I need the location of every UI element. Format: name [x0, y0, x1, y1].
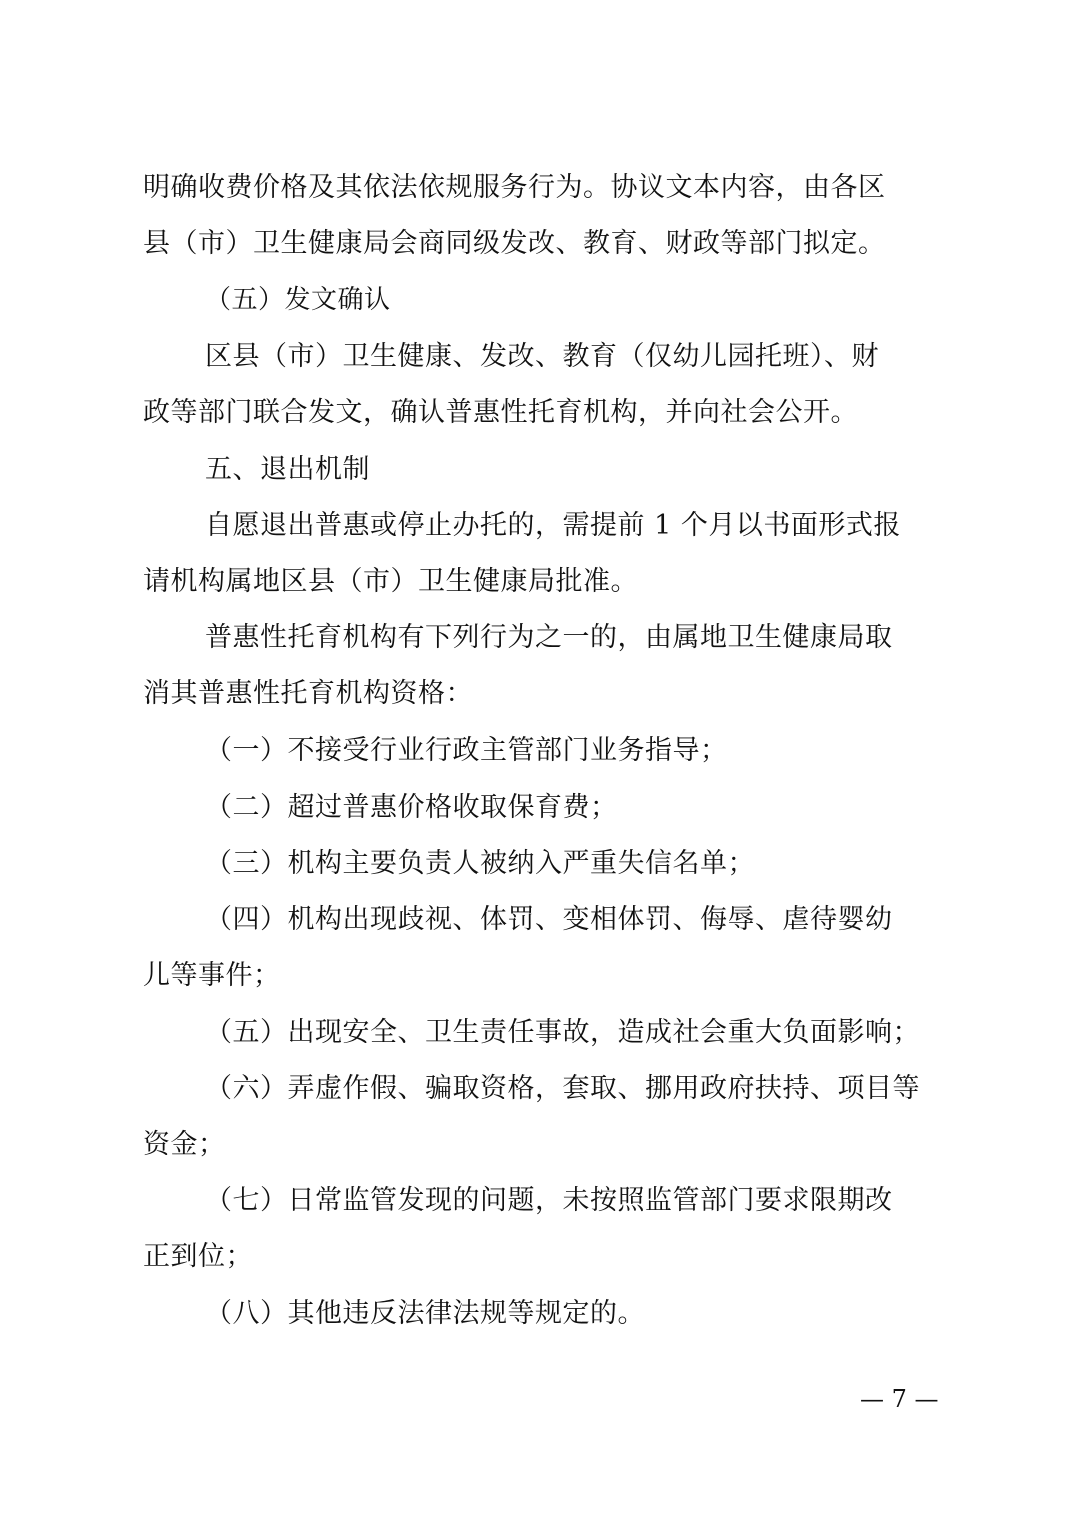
list-item: （三）机构主要负责人被纳入严重失信名单； [205, 848, 755, 879]
list-item: （六）弄虚作假、骗取资格，套取、挪用政府扶持、项目等 [205, 1073, 920, 1104]
list-item-continuation: 正到位； [143, 1241, 253, 1272]
body-text-line: 普惠性托育机构有下列行为之一的，由属地卫生健康局取 [205, 622, 893, 653]
list-item: （一）不接受行业行政主管部门业务指导； [205, 735, 728, 766]
list-item: （八）其他违反法律法规等规定的。 [205, 1298, 645, 1329]
section-heading: 五、退出机制 [205, 454, 370, 485]
list-item: （七）日常监管发现的问题，未按照监管部门要求限期改 [205, 1185, 893, 1216]
section-subheading: （五）发文确认 [205, 285, 391, 315]
list-item: （四）机构出现歧视、体罚、变相体罚、侮辱、虐待婴幼 [205, 904, 893, 935]
list-item-continuation: 儿等事件； [143, 960, 281, 991]
body-text-line: 县（市）卫生健康局会商同级发改、教育、财政等部门拟定。 [143, 228, 886, 259]
body-text-line: 消其普惠性托育机构资格： [143, 678, 473, 709]
body-text-line: 区县（市）卫生健康、发改、教育（仅幼儿园托班）、财 [205, 341, 879, 372]
body-text-line: 政等部门联合发文，确认普惠性托育机构，并向社会公开。 [143, 397, 858, 428]
list-item-continuation: 资金； [143, 1129, 226, 1160]
body-text-line: 明确收费价格及其依法依规服务行为。协议文本内容，由各区 [143, 172, 886, 203]
page-number: — 7 — [860, 1385, 939, 1413]
list-item: （二）超过普惠价格收取保育费； [205, 792, 618, 823]
list-item: （五）出现安全、卫生责任事故，造成社会重大负面影响； [205, 1017, 920, 1048]
body-text-line: 请机构属地区县（市）卫生健康局批准。 [143, 566, 638, 597]
body-text-line: 自愿退出普惠或停止办托的，需提前 1 个月以书面形式报 [205, 510, 901, 541]
